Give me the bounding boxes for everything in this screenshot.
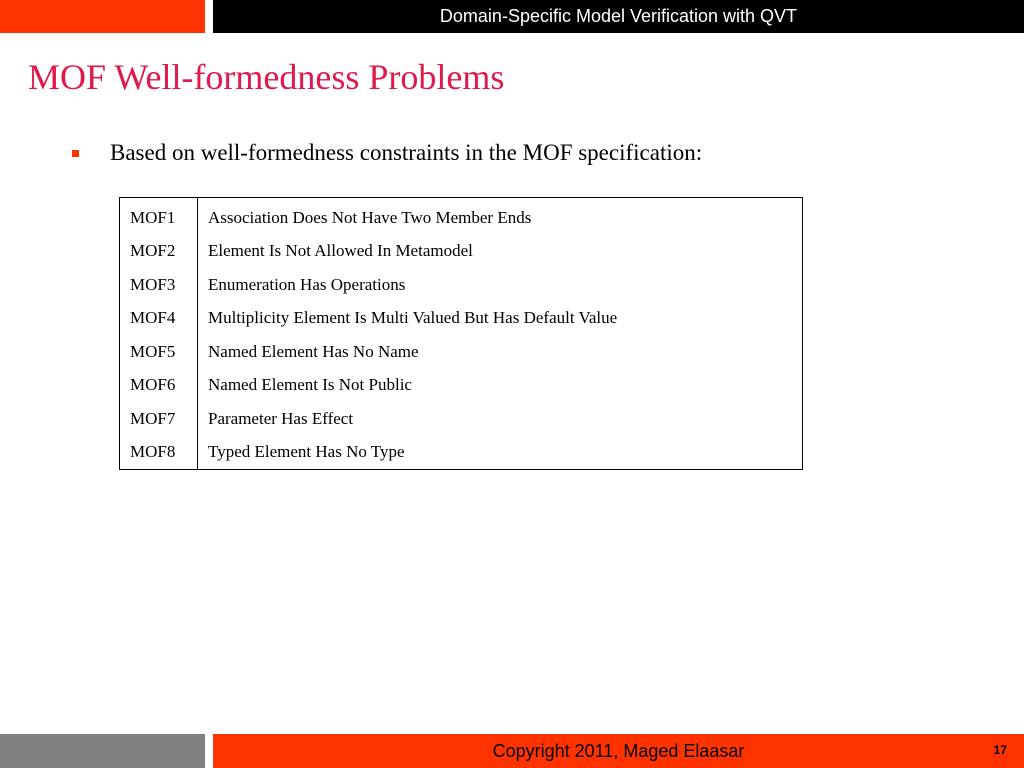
problem-code: MOF7: [120, 402, 198, 436]
table-row: [120, 198, 803, 235]
problem-description: Named Element Is Not Public: [208, 375, 412, 395]
problem-code: MOF6: [120, 369, 198, 403]
problem-code: MOF1: [120, 198, 198, 235]
mof-problems-table: [119, 197, 803, 470]
problem-description: Typed Element Has No Type: [208, 442, 405, 462]
page-number: 17: [993, 743, 1007, 757]
problem-description: Named Element Has No Name: [208, 341, 419, 361]
header-bar: [213, 0, 1024, 33]
problem-description: Association Does Not Have Two Member Ends: [208, 207, 532, 227]
bullet-item: [72, 140, 702, 166]
copyright-text: Copyright 2011, Maged Elaasar: [492, 741, 745, 761]
header-accent-bar: [0, 0, 205, 33]
table-row: [120, 235, 803, 269]
presentation-title: Domain-Specific Model Verification with QVT: [439, 6, 798, 26]
table-row: [120, 268, 803, 302]
problem-code: MOF2: [120, 235, 198, 269]
bullet-text: Based on well-formedness constraints in the MOF specification:: [110, 140, 703, 165]
problem-description: Multiplicity Element Is Multi Valued But Has Default Value: [208, 308, 618, 328]
problem-description: Element Is Not Allowed In Metamodel: [208, 241, 473, 261]
table-row: [120, 302, 803, 336]
table-row: [120, 369, 803, 403]
problem-code: MOF5: [120, 335, 198, 369]
problem-description: Parameter Has Effect: [208, 408, 354, 428]
table-row: [120, 335, 803, 369]
problem-description: Enumeration Has Operations: [208, 274, 406, 294]
footer-left-bar: [0, 734, 205, 768]
slide-title: MOF Well-formedness Problems: [28, 57, 505, 97]
table-row: [120, 436, 803, 470]
problem-code: MOF4: [120, 302, 198, 336]
problem-code: MOF8: [120, 436, 198, 470]
footer-bar: [213, 734, 1024, 768]
square-bullet-icon: [72, 150, 79, 157]
problem-code: MOF3: [120, 268, 198, 302]
table-row: [120, 402, 803, 436]
